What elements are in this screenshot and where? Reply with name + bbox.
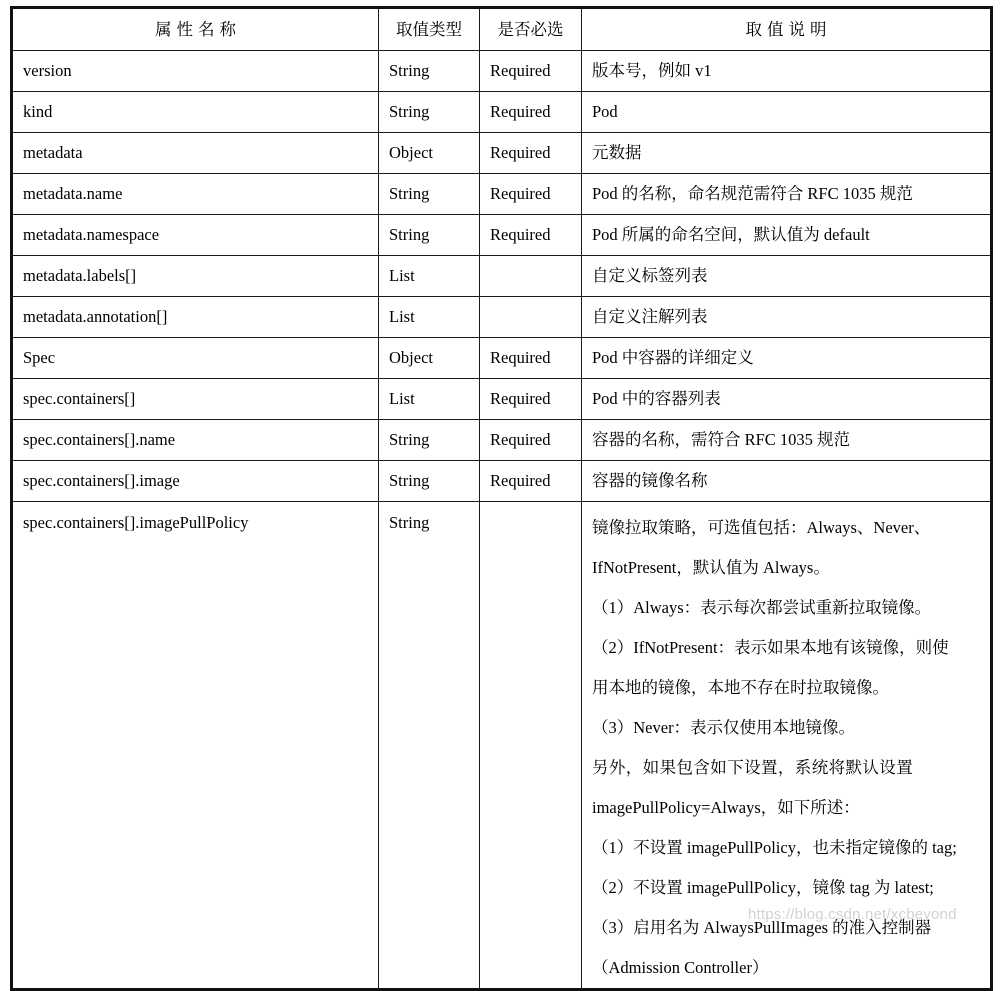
cell-description: Pod xyxy=(582,92,992,133)
cell-required: Required xyxy=(480,215,582,256)
cell-type: List xyxy=(379,256,480,297)
table-row xyxy=(12,297,992,338)
description-line: （3）启用名为 AlwaysPullImages 的准入控制器 xyxy=(592,918,932,937)
table-row xyxy=(12,174,992,215)
cell-description: 自定义标签列表 xyxy=(582,256,992,297)
cell-description: Pod 中的容器列表 xyxy=(582,379,992,420)
table-row xyxy=(12,133,992,174)
cell-required: Required xyxy=(480,420,582,461)
description-line: 另外，如果包含如下设置，系统将默认设置 xyxy=(592,758,914,777)
cell-attribute: metadata.namespace xyxy=(12,215,379,256)
cell-required: Required xyxy=(480,338,582,379)
cell-attribute: version xyxy=(12,51,379,92)
cell-attribute: Spec xyxy=(12,338,379,379)
pod-attribute-spec-table xyxy=(10,6,993,991)
cell-type: List xyxy=(379,297,480,338)
cell-description xyxy=(582,502,992,990)
cell-attribute: metadata.annotation[] xyxy=(12,297,379,338)
cell-type: String xyxy=(379,92,480,133)
description-line: （1）不设置 imagePullPolicy，也未指定镜像的 tag; xyxy=(592,838,957,857)
table-row xyxy=(12,420,992,461)
description-line: IfNotPresent，默认值为 Always。 xyxy=(592,558,830,577)
table-row xyxy=(12,92,992,133)
table-row xyxy=(12,379,992,420)
column-header-required: 是否必选 xyxy=(480,8,582,51)
cell-attribute: metadata xyxy=(12,133,379,174)
description-line: （3）Never：表示仅使用本地镜像。 xyxy=(592,718,856,737)
column-header-attribute: 属性名称 xyxy=(12,8,379,51)
column-header-type: 取值类型 xyxy=(379,8,480,51)
cell-description: 自定义注解列表 xyxy=(582,297,992,338)
cell-attribute: metadata.labels[] xyxy=(12,256,379,297)
table-header xyxy=(12,8,992,51)
cell-attribute: spec.containers[] xyxy=(12,379,379,420)
column-header-description: 取值说明 xyxy=(582,8,992,51)
description-line: 用本地的镜像，本地不存在时拉取镜像。 xyxy=(592,678,889,697)
description-line: （Admission Controller） xyxy=(592,958,769,977)
cell-type: String xyxy=(379,502,480,990)
cell-description: 元数据 xyxy=(582,133,992,174)
cell-attribute: spec.containers[].name xyxy=(12,420,379,461)
table-row-image-pull-policy xyxy=(12,502,992,990)
description-line: （2）IfNotPresent：表示如果本地有该镜像，则使 xyxy=(592,638,949,657)
cell-type: String xyxy=(379,420,480,461)
table-row xyxy=(12,338,992,379)
cell-attribute: metadata.name xyxy=(12,174,379,215)
cell-required: Required xyxy=(480,174,582,215)
cell-type: Object xyxy=(379,338,480,379)
cell-description: Pod 的名称，命名规范需符合 RFC 1035 规范 xyxy=(582,174,992,215)
description-line: imagePullPolicy=Always，如下所述： xyxy=(592,798,860,817)
table-row xyxy=(12,256,992,297)
cell-type: String xyxy=(379,215,480,256)
cell-type: String xyxy=(379,51,480,92)
cell-description: Pod 所属的命名空间，默认值为 default xyxy=(582,215,992,256)
cell-attribute: kind xyxy=(12,92,379,133)
description-line: （1）Always：表示每次都尝试重新拉取镜像。 xyxy=(592,598,932,617)
table-row xyxy=(12,215,992,256)
cell-type: List xyxy=(379,379,480,420)
cell-description: Pod 中容器的详细定义 xyxy=(582,338,992,379)
cell-required: Required xyxy=(480,133,582,174)
cell-description: 版本号，例如 v1 xyxy=(582,51,992,92)
cell-type: Object xyxy=(379,133,480,174)
watermark-text: https://blog.csdn.net/xcbeyond xyxy=(748,906,957,923)
cell-required xyxy=(480,502,582,990)
cell-required: Required xyxy=(480,379,582,420)
cell-description: 容器的镜像名称 xyxy=(582,461,992,502)
table-body xyxy=(12,51,992,990)
cell-type: String xyxy=(379,461,480,502)
description-line-list xyxy=(592,508,986,988)
cell-attribute: spec.containers[].image xyxy=(12,461,379,502)
cell-type: String xyxy=(379,174,480,215)
cell-required: Required xyxy=(480,51,582,92)
cell-required xyxy=(480,256,582,297)
table-row xyxy=(12,461,992,502)
description-line: 镜像拉取策略，可选值包括：Always、Never、 xyxy=(592,518,931,537)
table-header-row xyxy=(12,8,992,51)
cell-required: Required xyxy=(480,461,582,502)
cell-description: 容器的名称，需符合 RFC 1035 规范 xyxy=(582,420,992,461)
cell-required xyxy=(480,297,582,338)
table-row xyxy=(12,51,992,92)
cell-attribute: spec.containers[].imagePullPolicy xyxy=(12,502,379,990)
cell-required: Required xyxy=(480,92,582,133)
description-line: （2）不设置 imagePullPolicy，镜像 tag 为 latest; xyxy=(592,878,934,897)
